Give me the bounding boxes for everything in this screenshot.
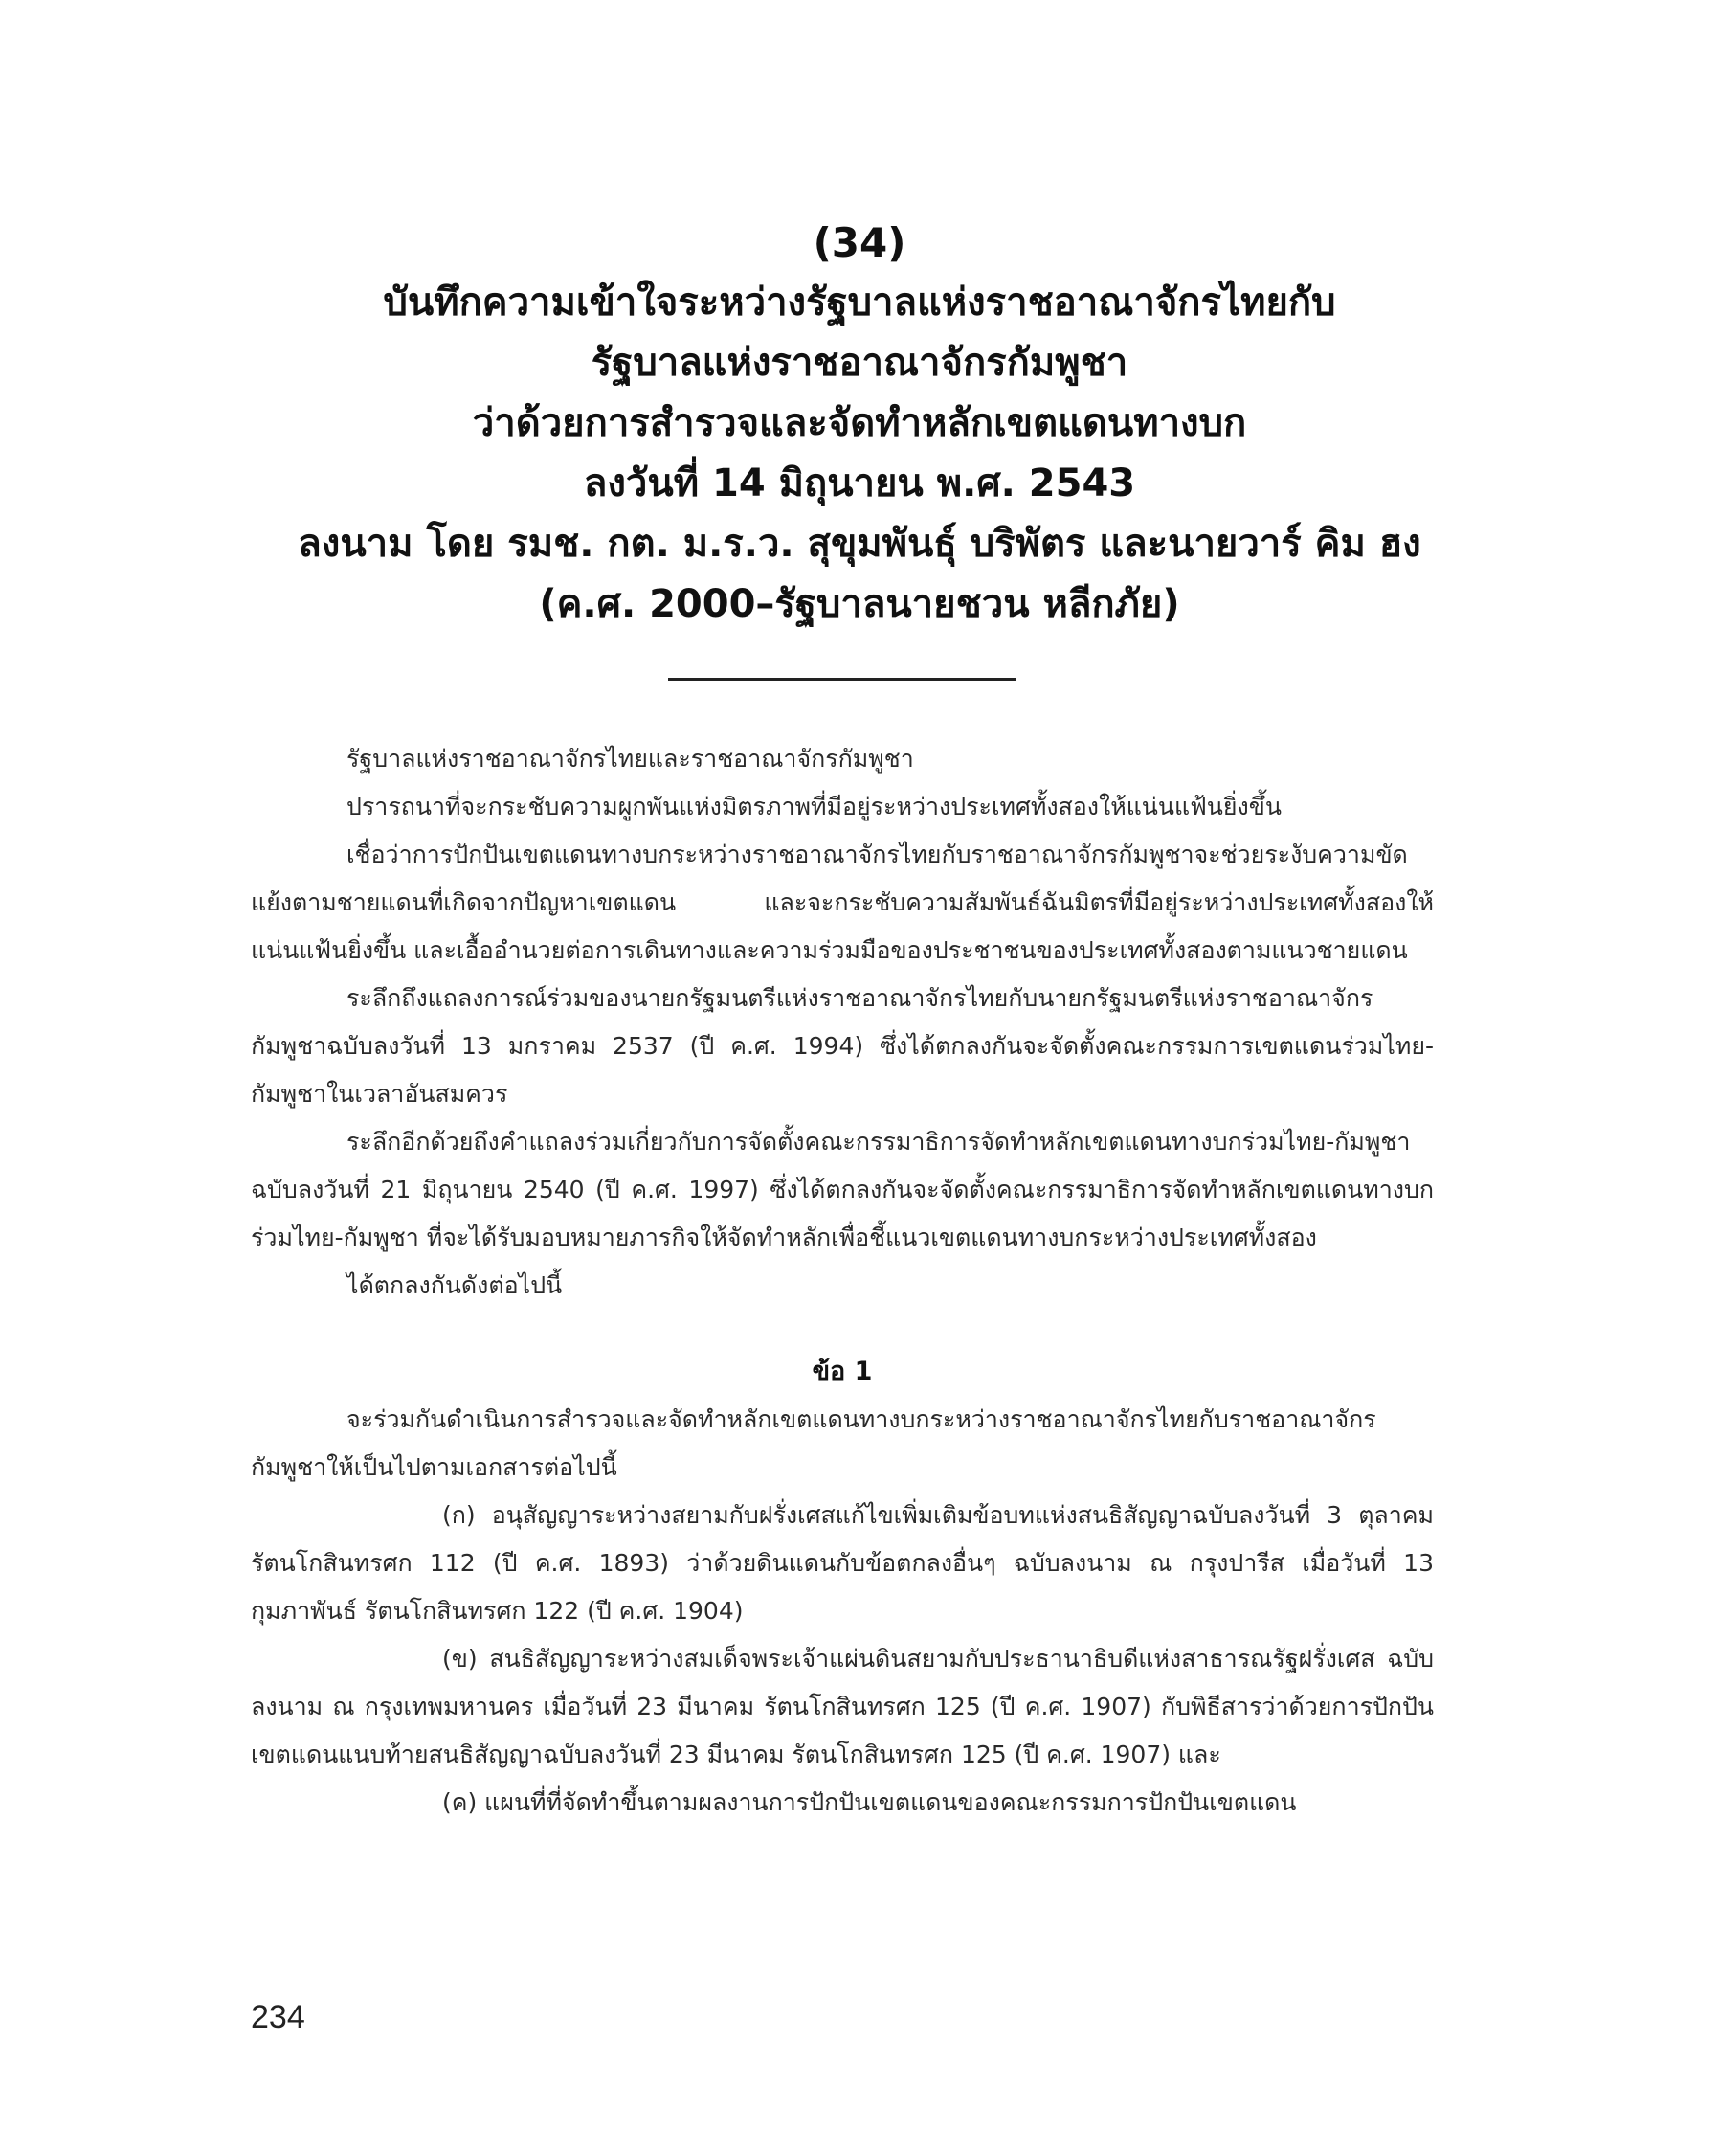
article-item: (ก) อนุสัญญาระหว่างสยามกับฝรั่งเศสแก้ไขเพิ่มเติมข้อบทแห่งสนธิสัญญาฉบับลงวันที่ 3 ตุลาคม รัตนโกสินทรศก 112 (ปี ค.ศ. 1893) ว่าด้วยดินแดนกับข้อตกลงอื่นๆ ฉบับลงนาม ณ กรุงปารีส เมื่อวันที่ 13 กุมภาพันธ์ รัตนโกสินทรศก 122 (ปี ค.ศ. 1904)	[251, 1501, 1434, 1625]
preamble-paragraph: เชื่อว่าการปักปันเขตแดนทางบกระหว่างราชอาณาจักรไทยกับราชอาณาจักรกัมพูชาจะช่วยระงับความขัดแย้งตามชายแดนที่เกิดจากปัญหาเขตแดน และจะกระชับความสัมพันธ์ฉันมิตรที่มีอยู่ระหว่างประเทศทั้งสองให้แน่นแฟ้นยิ่งขึ้น และเอื้ออำนวยต่อการเดินทางและความร่วมมือของประชาชนของประเทศทั้งสองตามแนวชายแดน	[251, 841, 1434, 964]
preamble-paragraph: ระลึกถึงแถลงการณ์ร่วมของนายกรัฐมนตรีแห่งราชอาณาจักรไทยกับนายกรัฐมนตรีแห่งราชอาณาจักรกัมพูชาฉบับลงวันที่ 13 มกราคม 2537 (ปี ค.ศ. 1994) ซึ่งได้ตกลงกันจะจัดตั้งคณะกรรมการเขตแดนร่วมไทย-กัมพูชาในเวลาอันสมควร	[251, 984, 1434, 1108]
title-date-line: ลงวันที่ 14 มิถุนายน พ.ศ. 2543	[583, 461, 1136, 505]
article-heading: ข้อ 1	[812, 1357, 873, 1386]
preamble-paragraph: รัฐบาลแห่งราชอาณาจักรไทยและราชอาณาจักรกัมพูชา	[346, 745, 914, 773]
title-line: ว่าด้วยการสำรวจและจัดทำหลักเขตแดนทางบก	[472, 401, 1247, 445]
document-body	[251, 735, 1434, 1827]
preamble-paragraph: ปรารถนาที่จะกระชับความผูกพันแห่งมิตรภาพที่มีอยู่ระหว่างประเทศทั้งสองให้แน่นแฟ้นยิ่งขึ้น	[346, 793, 1282, 820]
title-year-line: (ค.ศ. 2000–รัฐบาลนายชวน หลีกภัย)	[539, 582, 1180, 626]
title-line: รัฐบาลแห่งราชอาณาจักรกัมพูชา	[591, 341, 1128, 385]
article-item: (ข) สนธิสัญญาระหว่างสมเด็จพระเจ้าแผ่นดินสยามกับประธานาธิบดีแห่งสาธารณรัฐฝรั่งเศส ฉบับลงนาม ณ กรุงเทพมหานคร เมื่อวันที่ 23 มีนาคม รัตนโกสินทรศก 125 (ปี ค.ศ. 1907) กับพิธีสารว่าด้วยการปักปันเขตแดนแนบท้ายสนธิสัญญาฉบับลงวันที่ 23 มีนาคม รัตนโกสินทรศก 125 (ปี ค.ศ. 1907) และ	[251, 1645, 1434, 1768]
preamble-paragraph: ได้ตกลงกันดังต่อไปนี้	[346, 1271, 563, 1299]
title-line: บันทึกความเข้าใจระหว่างรัฐบาลแห่งราชอาณาจักรไทยกับ	[383, 281, 1336, 325]
document-number: (34)	[813, 219, 906, 266]
article-item: (ค) แผนที่ที่จัดทำขึ้นตามผลงานการปักปันเขตแดนของคณะกรรมการปักปันเขตแดน	[442, 1788, 1297, 1816]
article-paragraph: จะร่วมกันดำเนินการสำรวจและจัดทำหลักเขตแดนทางบกระหว่างราชอาณาจักรไทยกับราชอาณาจักรกัมพูชาให้เป็นไปตามเอกสารต่อไปนี้	[251, 1405, 1376, 1481]
page-number: 234	[251, 1999, 305, 2035]
title-divider	[668, 678, 1016, 681]
preamble-paragraph: ระลึกอีกด้วยถึงคำแถลงร่วมเกี่ยวกับการจัดตั้งคณะกรรมาธิการจัดทำหลักเขตแดนทางบกร่วมไทย-กัมพูชาฉบับลงวันที่ 21 มิถุนายน 2540 (ปี ค.ศ. 1997) ซึ่งได้ตกลงกันจะจัดตั้งคณะกรรมาธิการจัดทำหลักเขตแดนทางบกร่วมไทย-กัมพูชา ที่จะได้รับมอบหมายภารกิจให้จัดทำหลักเพื่อชี้แนวเขตแดนทางบกระหว่างประเทศทั้งสอง	[251, 1128, 1434, 1251]
document-title	[191, 213, 1528, 635]
title-signatories-line: ลงนาม โดย รมช. กต. ม.ร.ว. สุขุมพันธุ์ บริพัตร และนายวาร์ คิม ฮง	[298, 522, 1421, 566]
